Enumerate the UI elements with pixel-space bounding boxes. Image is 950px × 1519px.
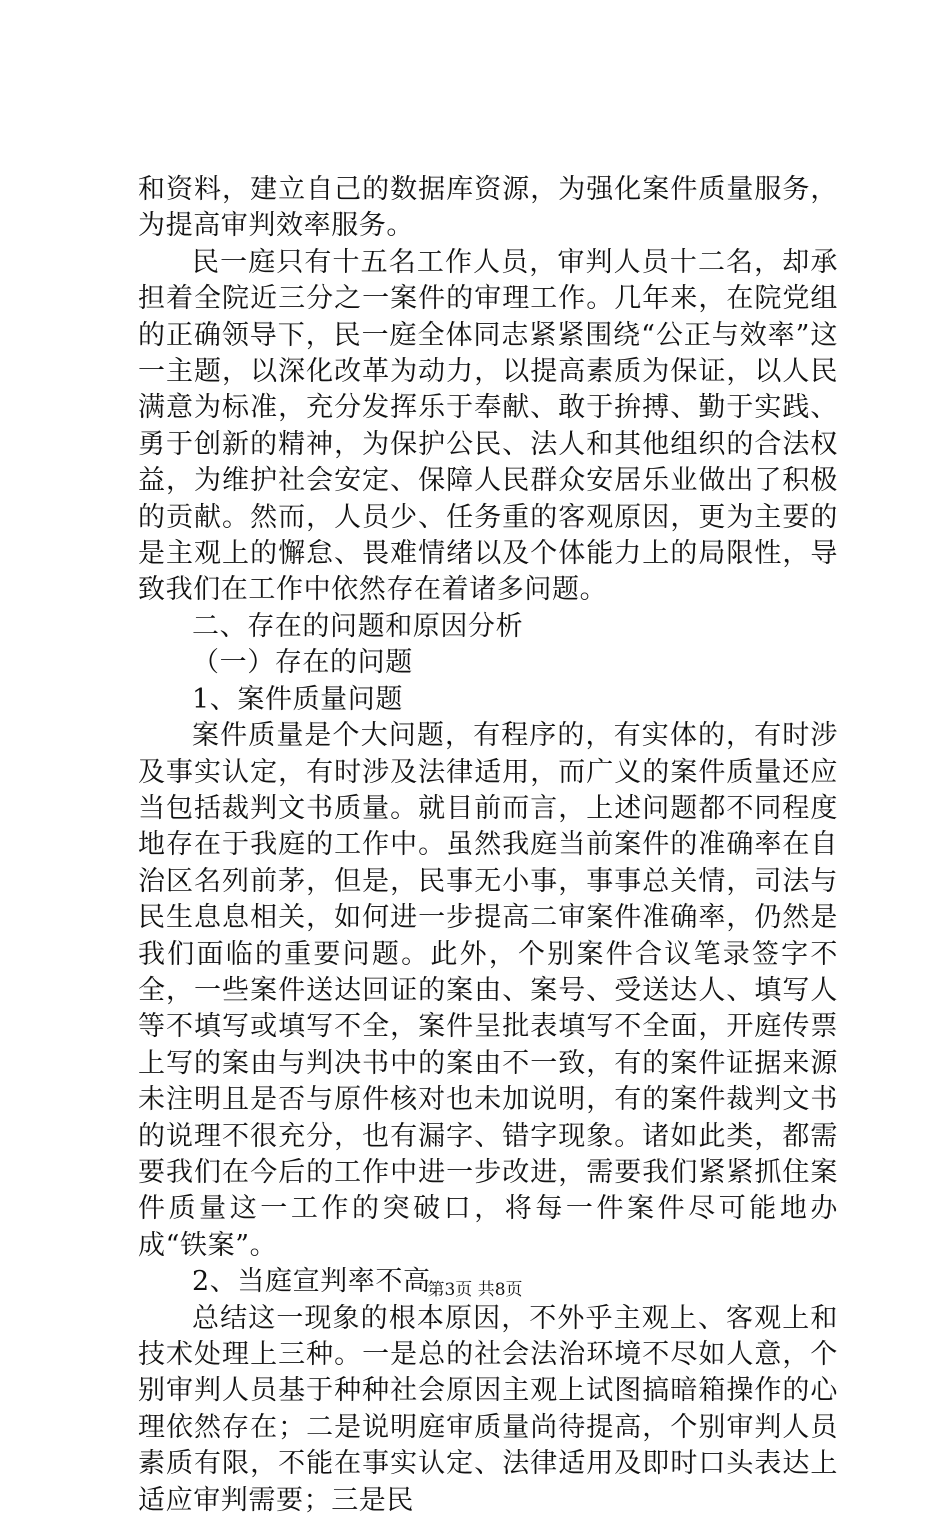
section-heading-problems: 二、存在的问题和原因分析: [192, 610, 524, 642]
document-body: [138, 172, 838, 1519]
subsection-heading-existing-problems: （一）存在的问题: [192, 647, 413, 679]
item-heading-case-quality: 1、案件质量问题: [192, 683, 403, 715]
paragraph-continuation: 和资料，建立自己的数据库资源，为强化案件质量服务，为提高审判效率服务。: [138, 174, 838, 242]
paragraph-verdict-rate: 总结这一现象的根本原因，不外乎主观上、客观上和技术处理上三种。一是总的社会法治环境不尽如人意，个别审判人员基于种种社会原因主观上试图搞暗箱操作的心理依然存在；二是说明庭审质量尚待提高，个别审判人员素质有限，不能在事实认定、法律适用及即时口头表达上适应审判需要；三是民: [138, 1302, 838, 1516]
page-number-footer: 第3页 共8页: [427, 1280, 523, 1300]
item-heading-verdict-rate: 2、当庭宣判率不高: [192, 1266, 431, 1298]
paragraph-case-quality: 案件质量是个大问题，有程序的，有实体的，有时涉及事实认定，有时涉及法律适用，而广义的案件质量还应当包括裁判文书质量。就目前而言，上述问题都不同程度地存在于我庭的工作中。虽然我庭当前案件的准确率在自治区名列前茅，但是，民事无小事，事事总关情，司法与民生息息相关，如何进一步提高二审案件准确率，仍然是我们面临的重要问题。此外，个别案件合议笔录签字不全，一些案件送达回证的案由、案号、受送达人、填写人等不填写或填写不全，案件呈批表填写不全面，开庭传票上写的案由与判决书中的案由不一致，有的案件证据来源未注明且是否与原件核对也未加说明，有的案件裁判文书的说理不很充分，也有漏字、错字现象。诸如此类，都需要我们在今后的工作中进一步改进，需要我们紧紧抓住案件质量这一工作的突破口，将每一件案件尽可能地办成“铁案”。: [138, 720, 838, 1261]
paragraph-court-overview: 民一庭只有十五名工作人员，审判人员十二名，却承担着全院近三分之一案件的审理工作。几年来，在院党组的正确领导下，民一庭全体同志紧紧围绕“公正与效率”这一主题，以深化改革为动力，以提高素质为保证，以人民满意为标准，充分发挥乐于奉献、敢于拚搏、勤于实践、勇于创新的精神，为保护公民、法人和其他组织的合法权益，为维护社会安定、保障人民群众安居乐业做出了积极的贡献。然而，人员少、任务重的客观原因，更为主要的是主观上的懈怠、畏难情绪以及个体能力上的局限性，导致我们在工作中依然存在着诸多问题。: [138, 246, 838, 606]
